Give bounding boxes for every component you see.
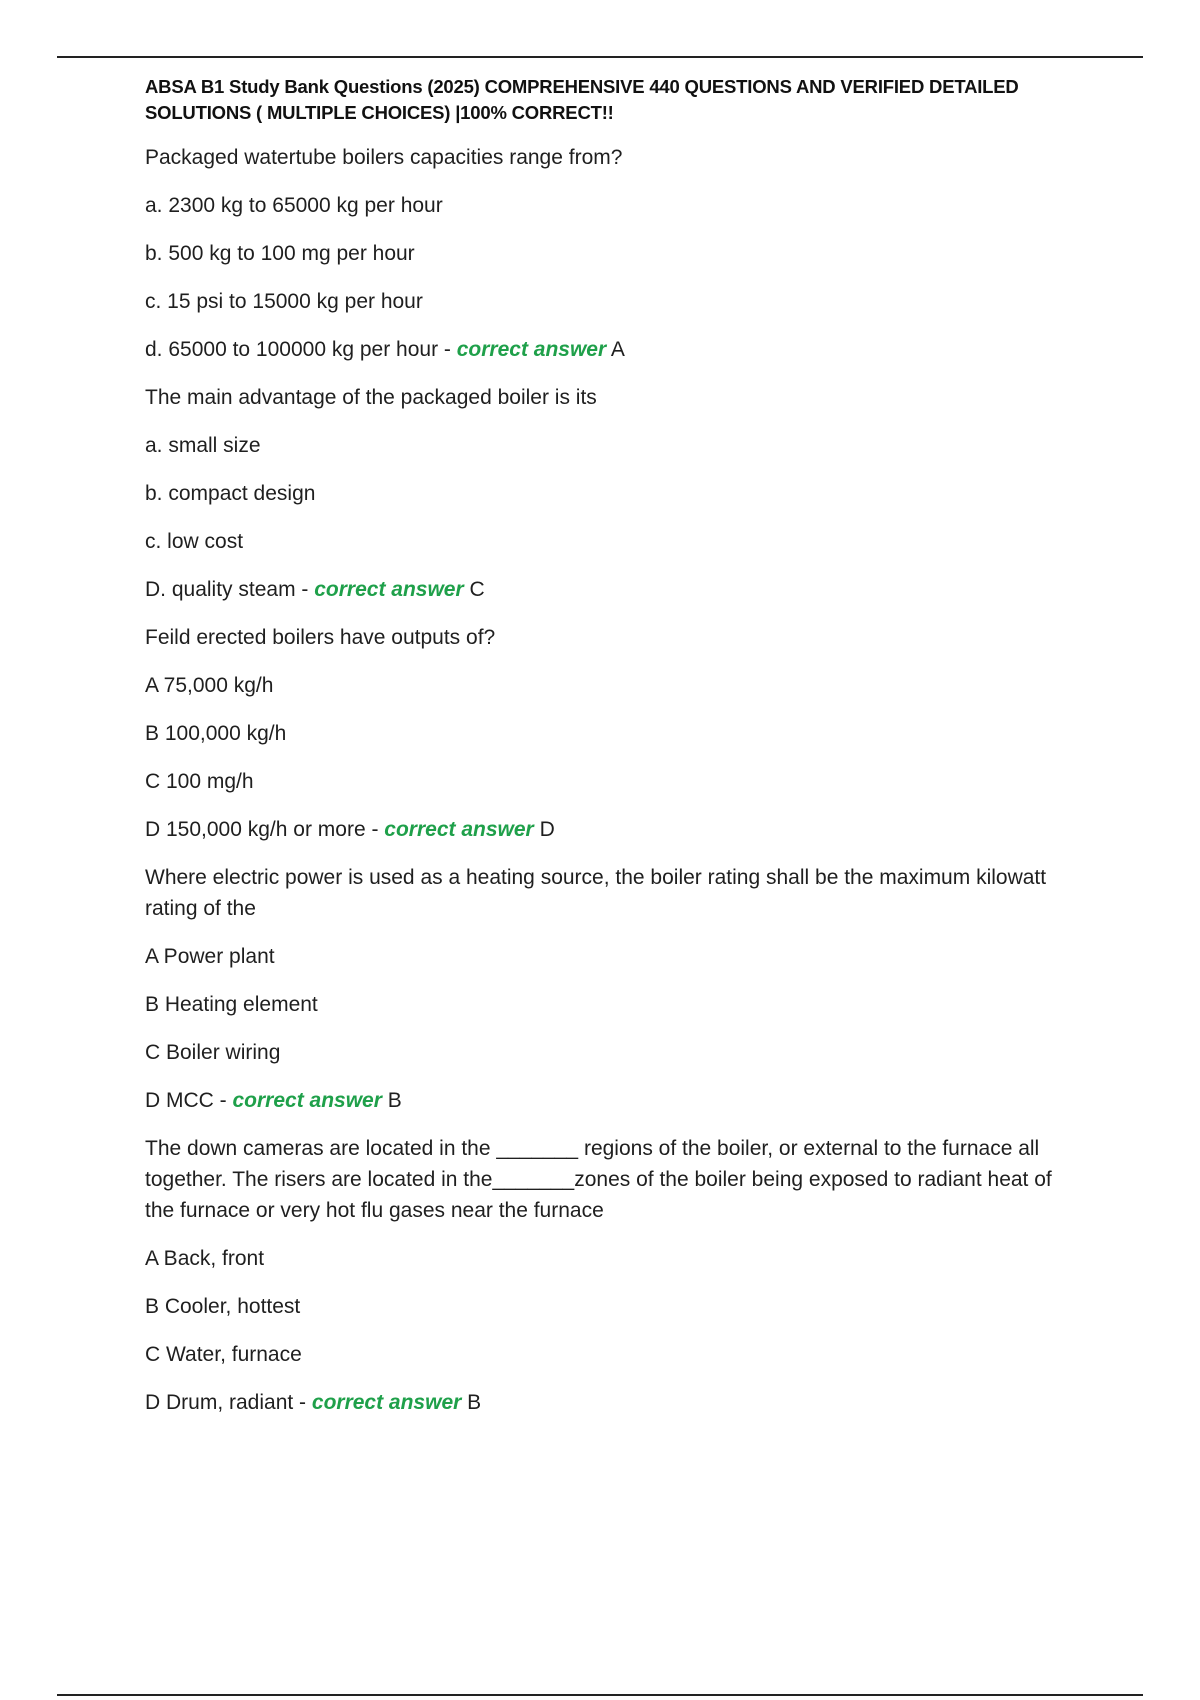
correct-answer-value: D <box>539 818 555 841</box>
option-d-with-answer <box>145 814 1085 845</box>
option-b: B 100,000 kg/h <box>145 722 287 745</box>
question-text: Packaged watertube boilers capacities range from? <box>145 146 623 169</box>
option-a: A 75,000 kg/h <box>145 674 274 697</box>
document-body <box>145 74 1085 1418</box>
correct-answer-label: correct answer <box>456 338 607 361</box>
question-text: Feild erected boilers have outputs of? <box>145 626 496 649</box>
option-c: C Boiler wiring <box>145 1041 281 1064</box>
document-title: ABSA B1 Study Bank Questions (2025) COMPREHENSIVE 440 QUESTIONS AND VERIFIED DETAILED SOLUTIONS ( MULTIPLE CHOICES) |100% CORRECT!! <box>145 76 1019 123</box>
option-b: B Cooler, hottest <box>145 1295 301 1318</box>
option-c: c. low cost <box>145 530 244 553</box>
option-d: D 150,000 kg/h or more <box>145 818 366 841</box>
option-d-with-answer <box>145 1085 1085 1116</box>
option-a: A Back, front <box>145 1247 265 1270</box>
option-d-with-answer <box>145 1387 1085 1418</box>
correct-answer-value: B <box>467 1391 482 1414</box>
question-text: The down cameras are located in the _______ regions of the boiler, or external to the furnace all together. The risers are located in the_______zones of the boiler being exposed to radiant heat of the furnace or very hot flu gases near the furnace <box>145 1137 1052 1222</box>
correct-answer-label: correct answer <box>232 1089 382 1112</box>
correct-answer-label: correct answer <box>311 1391 462 1414</box>
option-b: b. 500 kg to 100 mg per hour <box>145 242 415 265</box>
answer-separator: - <box>438 338 457 361</box>
correct-answer-value: A <box>610 338 625 361</box>
option-d: D. quality steam <box>145 578 296 601</box>
question-block <box>145 622 1085 845</box>
correct-answer-value: C <box>469 578 485 601</box>
option-a: a. 2300 kg to 65000 kg per hour <box>145 194 443 217</box>
option-b: B Heating element <box>145 993 318 1016</box>
correct-answer-label: correct answer <box>384 818 534 841</box>
answer-separator: - <box>365 818 385 841</box>
question-block <box>145 1133 1085 1418</box>
option-d: d. 65000 to 100000 kg per hour <box>145 338 439 361</box>
option-a: a. small size <box>145 434 261 457</box>
option-a: A Power plant <box>145 945 275 968</box>
answer-separator: - <box>213 1089 233 1112</box>
bottom-rule <box>57 1694 1143 1696</box>
answer-separator: - <box>295 578 315 601</box>
option-b: b. compact design <box>145 482 316 505</box>
correct-answer-label: correct answer <box>314 578 464 601</box>
option-d: D MCC <box>145 1089 214 1112</box>
top-rule <box>57 56 1143 58</box>
question-text: Where electric power is used as a heating source, the boiler rating shall be the maximum kilowatt rating of the <box>145 866 1047 920</box>
option-d-with-answer <box>145 574 1085 605</box>
option-c: C Water, furnace <box>145 1343 302 1366</box>
option-d: D Drum, radiant <box>145 1391 294 1414</box>
correct-answer-value: B <box>387 1089 402 1112</box>
option-d-with-answer <box>145 334 1085 365</box>
answer-separator: - <box>293 1391 312 1414</box>
option-c: c. 15 psi to 15000 kg per hour <box>145 290 423 313</box>
question-text: The main advantage of the packaged boiler is its <box>145 386 597 409</box>
option-c: C 100 mg/h <box>145 770 254 793</box>
question-block <box>145 862 1085 1116</box>
question-block <box>145 142 1085 365</box>
question-block <box>145 382 1085 605</box>
